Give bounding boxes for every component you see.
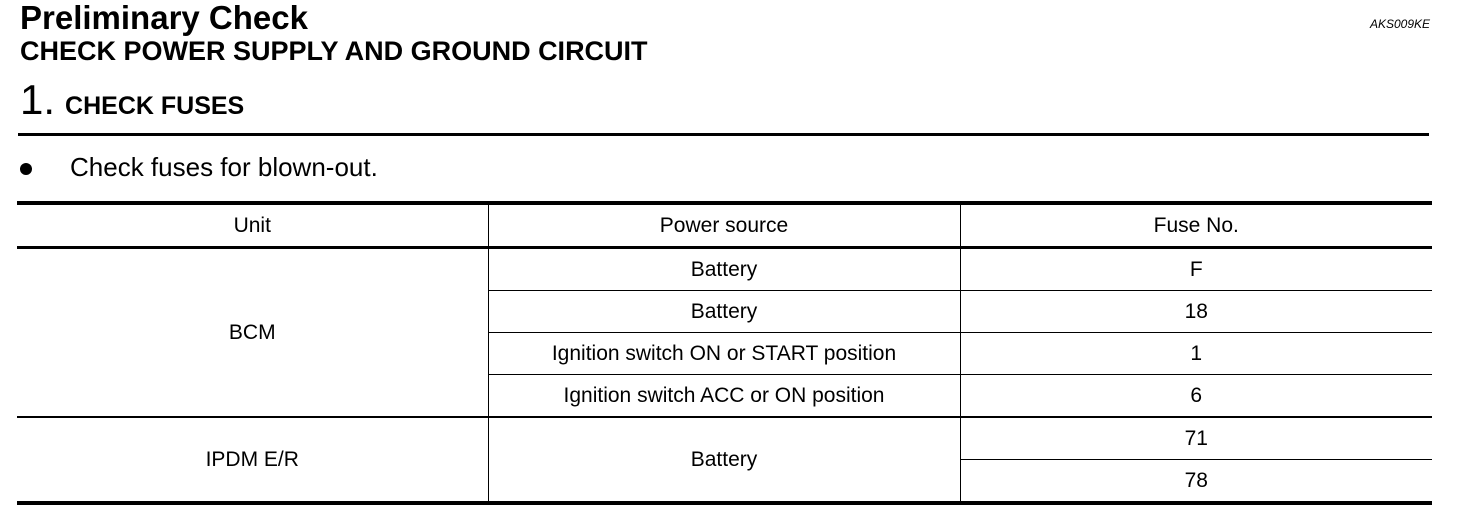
document-id: AKS009KE (1369, 17, 1430, 31)
column-header-fuse-no: Fuse No. (960, 203, 1432, 248)
column-header-unit: Unit (17, 203, 488, 248)
step-title: CHECK FUSES (65, 92, 245, 120)
power-source-cell: Ignition switch ON or START position (488, 333, 960, 375)
fuse-cell: F (960, 248, 1432, 291)
table-header-row (17, 203, 1432, 248)
power-source-cell: Battery (488, 248, 960, 291)
instruction-item (20, 152, 378, 182)
instruction-text: Check fuses for blown-out. (70, 152, 378, 182)
bullet-icon (20, 163, 32, 175)
step-heading (20, 76, 244, 124)
unit-cell-ipdm: IPDM E/R (205, 447, 299, 471)
power-source-cell: Battery (488, 417, 960, 503)
step-number: 1. (20, 76, 56, 123)
fuse-cell: 6 (960, 375, 1432, 418)
fuse-table (17, 201, 1432, 505)
fuse-cell: 1 (960, 333, 1432, 375)
fuse-cell: 78 (960, 460, 1432, 504)
power-source-cell: Ignition switch ACC or ON position (488, 375, 960, 418)
fuse-cell: 71 (960, 417, 1432, 460)
fuse-cell: 18 (960, 291, 1432, 333)
unit-cell-bcm: BCM (17, 248, 488, 418)
step-divider (18, 133, 1429, 136)
page-subtitle: CHECK POWER SUPPLY AND GROUND CIRCUIT (20, 36, 648, 66)
power-source-cell: Battery (488, 291, 960, 333)
table-row (17, 417, 1432, 460)
page-title: Preliminary Check (20, 0, 308, 36)
column-header-power-source: Power source (488, 203, 960, 248)
table-row (17, 248, 1432, 291)
